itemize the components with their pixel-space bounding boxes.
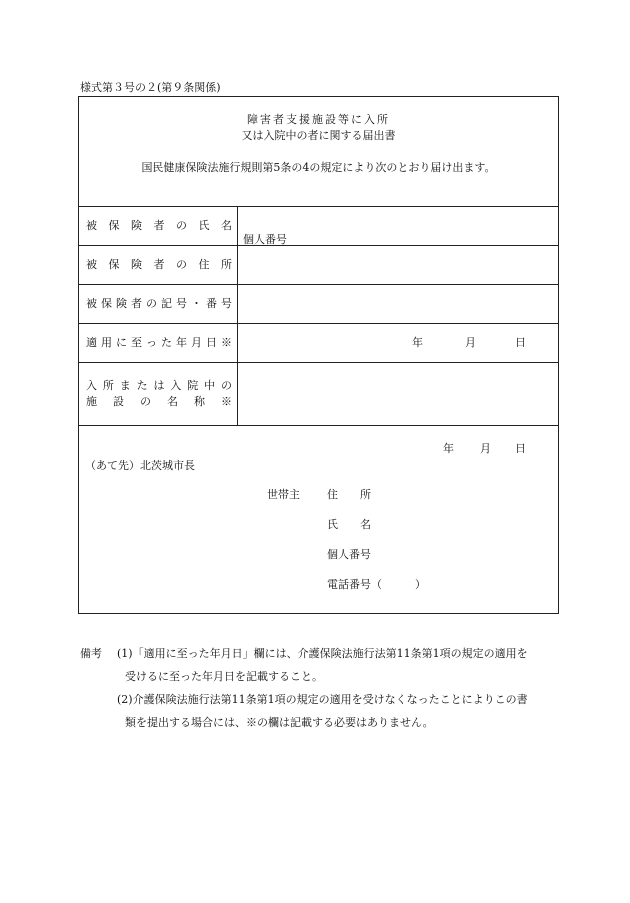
form-title-line2: 又は入院中の者に関する届出書 — [241, 129, 396, 142]
note-1-line1: (1)「適用に至った年月日」欄には、介護保険法施行法第11条第1項の規定の適用を — [117, 647, 528, 660]
row-divider — [79, 425, 558, 426]
label-facility-line2: 施設の名称※ — [86, 395, 232, 408]
recipient: （あて先）北茨城市長 — [85, 459, 195, 472]
applicant-my-number-field[interactable]: 個人番号 — [327, 548, 371, 561]
note-1-line2: 受けるに至った年月日を記載すること。 — [125, 670, 323, 683]
label-applicable-date: 適用に至った年月日※ — [86, 336, 232, 349]
day-unit: 日 — [515, 442, 526, 455]
form-number: 様式第３号の２(第９条関係) — [80, 81, 221, 94]
my-number-field[interactable]: 個人番号 — [243, 233, 287, 246]
label-insured-name: 被保険者の氏名 — [86, 219, 232, 232]
year-unit: 年 — [412, 336, 423, 349]
label-symbol-number: 被保険者の記号・番号 — [86, 297, 232, 310]
household-head-label: 世帯主 — [267, 488, 300, 501]
form-box — [78, 96, 559, 614]
label-facility-line1: 入所または入院中の — [86, 379, 232, 392]
row-divider — [79, 206, 558, 207]
year-unit: 年 — [443, 442, 454, 455]
day-unit: 日 — [515, 336, 526, 349]
row-divider — [79, 323, 558, 324]
row-divider — [79, 284, 558, 285]
form-intro: 国民健康保険法施行規則第5条の4の規定により次のとおり届け出ます。 — [141, 161, 496, 174]
row-divider — [79, 362, 558, 363]
month-unit: 月 — [465, 336, 476, 349]
label-insured-address: 被保険者の住所 — [86, 258, 232, 271]
applicant-address-field[interactable]: 住 所 — [327, 488, 371, 501]
form-title-line1: 障害者支援施設等に入所 — [247, 113, 390, 126]
applicant-phone-field[interactable]: 電話番号（ ） — [327, 578, 426, 591]
note-2-line1: (2)介護保険法施行法第11条第1項の規定の適用を受けなくなったことによりこの書 — [117, 693, 528, 706]
note-2-line2: 類を提出する場合には、※の欄は記載する必要はありません。 — [125, 716, 434, 729]
notes-heading: 備考 — [80, 647, 102, 660]
applicant-name-field[interactable]: 氏 名 — [327, 518, 371, 531]
month-unit: 月 — [480, 442, 491, 455]
column-divider — [237, 206, 238, 425]
row-divider — [79, 245, 558, 246]
